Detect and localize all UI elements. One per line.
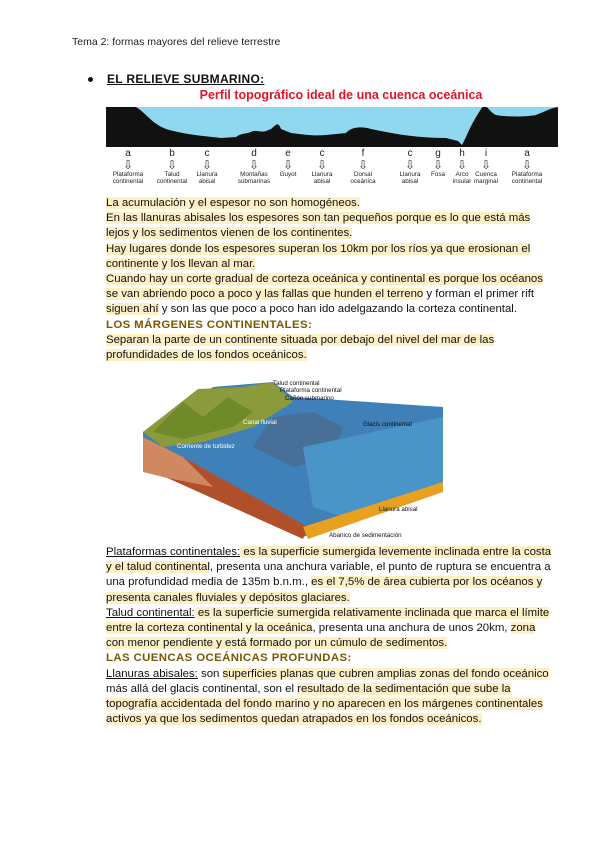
label-glacis-continental: Glacis continental	[363, 421, 412, 428]
profile-label-name: abisal	[313, 178, 331, 185]
ocean-basin-profile-figure	[106, 88, 566, 195]
profile-diagram	[106, 105, 558, 149]
profile-label-name: Talud	[164, 171, 180, 178]
profile-label	[311, 149, 332, 185]
subsection-heading	[106, 651, 554, 666]
down-arrow-icon: ⇩	[357, 158, 369, 172]
paragraph	[106, 333, 554, 363]
highlighted-text: es la superficie sumergida levemente inclinada entre la costa y el talud continental	[106, 546, 552, 574]
text-span: , presenta una anchura de unos 20km,	[312, 622, 511, 635]
heading-text: LAS CUENCAS OCEÁNICAS PROFUNDAS:	[106, 652, 352, 665]
highlighted-text: En las llanuras abisales los espesores son tan pequeños porque es lo que está más lejos y los sedimentos vienen de los continentes.	[106, 212, 531, 240]
paragraph	[106, 196, 554, 211]
profile-label-name: Arco	[455, 171, 469, 178]
down-arrow-icon: ⇩	[248, 158, 260, 172]
label-talud-continental: Talud continental	[273, 380, 320, 387]
paragraph	[106, 211, 554, 241]
highlighted-text: Separan la parte de un continente situada por debajo del nivel del mar de las profundidades de los fondos oceánicos.	[106, 333, 495, 362]
profile-label-name: marginal	[473, 178, 499, 185]
down-arrow-icon: ⇩	[521, 158, 533, 172]
text-block-1	[106, 196, 554, 363]
text-span: y forman el primer rift	[423, 288, 535, 301]
profile-label-letter: d	[251, 148, 257, 159]
term-label: Plataformas continentales:	[106, 546, 241, 558]
paragraph	[106, 606, 554, 652]
subsection-heading	[106, 318, 554, 333]
profile-label-letter: c	[407, 148, 413, 159]
down-arrow-icon: ⇩	[166, 158, 178, 172]
profile-label	[431, 149, 445, 178]
profile-label	[474, 149, 498, 185]
label-llanura-abisal: Llanura abisal	[379, 506, 418, 513]
profile-title: Perfil topográfico ideal de una cuenca oceánica	[199, 88, 483, 102]
down-arrow-icon: ⇩	[201, 158, 213, 172]
profile-label-name: Plataforma	[112, 171, 144, 178]
profile-label-letter: f	[361, 148, 365, 159]
profile-label	[196, 149, 217, 185]
heading-text: LOS MÁRGENES CONTINENTALES:	[106, 318, 313, 331]
profile-label-name: continental	[511, 178, 543, 185]
highlighted-text: resultado de la sedimentación que sube la topografía accidentada del fondo marino y no aparecen en los márgenes continentales activos ya que los sedimentos quedan atrapados en los fondos oceánicos.	[106, 682, 543, 726]
down-arrow-icon: ⇩	[480, 158, 492, 172]
profile-label-name: Dorsal	[353, 171, 373, 178]
paragraph	[106, 272, 554, 318]
profile-label-name: Fosa	[431, 171, 445, 178]
highlighted-text: zona con menor pendiente y está formado por un cúmulo de sedimentos.	[106, 622, 536, 650]
highlighted-text: superficies planas que cubren amplias zonas del fondo oceánico	[222, 667, 549, 680]
term-label: Talud continental:	[106, 606, 195, 619]
bullet-icon	[88, 77, 93, 82]
profile-label	[512, 149, 542, 185]
profile-label	[399, 149, 420, 185]
profile-label-letter: c	[204, 148, 210, 159]
profile-label	[453, 149, 472, 185]
highlighted-text: La acumulación y el espesor no son homogéneos.	[106, 197, 360, 209]
profile-label-letter: c	[319, 148, 325, 159]
profile-label-name: continental	[156, 178, 188, 185]
profile-label-name: Plataforma	[511, 171, 543, 178]
profile-label-letter: b	[169, 148, 175, 159]
down-arrow-icon: ⇩	[432, 158, 444, 172]
text-span: más allá del glacis continental, son el	[106, 682, 298, 695]
label-corriente-turbidez: Corriente de turbidez	[177, 443, 235, 450]
text-span: y son las que poco a poco han ido adelgazando la corteza continental.	[158, 303, 518, 316]
paragraph	[106, 667, 554, 728]
profile-label-letter: e	[285, 148, 291, 159]
section-title: EL RELIEVE SUBMARINO:	[107, 72, 265, 86]
profile-label-letter: i	[484, 148, 488, 159]
label-canal-fluvial: Canal fluvial	[243, 419, 277, 426]
profile-label	[157, 149, 187, 185]
profile-label	[280, 149, 297, 178]
profile-label-name: Llanura	[399, 171, 421, 178]
section-heading	[88, 72, 264, 86]
text-span: son	[197, 667, 223, 680]
profile-label	[113, 149, 143, 185]
down-arrow-icon: ⇩	[282, 158, 294, 172]
paragraph	[106, 242, 554, 272]
highlighted-text: Cuando hay un corte gradual de corteza oceánica y continental es porque los océanos se van abriendo poco a poco y las fallas que hunden el terreno	[106, 273, 543, 301]
profile-label-name: Montañas	[240, 171, 268, 178]
profile-label	[350, 149, 375, 185]
profile-label-name: abisal	[198, 178, 216, 185]
down-arrow-icon: ⇩	[122, 158, 134, 172]
down-arrow-icon: ⇩	[316, 158, 328, 172]
profile-label-name: oceánica	[350, 178, 376, 185]
down-arrow-icon: ⇩	[404, 158, 416, 172]
profile-label-name: abisal	[401, 178, 419, 185]
profile-label-name: continental	[112, 178, 144, 185]
profile-label-letter: h	[459, 148, 465, 159]
profile-label-name: insular	[452, 178, 472, 185]
down-arrow-icon: ⇩	[456, 158, 468, 172]
term-label: Llanuras abisales:	[106, 667, 198, 680]
highlighted-text: es el 7,5% de área cubierta por los océanos y presenta canales fluviales y depósitos glaciares.	[106, 576, 543, 604]
profile-labels	[106, 149, 566, 195]
profile-label-name: Llanura	[311, 171, 333, 178]
profile-label-name: Cuenca	[475, 171, 497, 178]
highlighted-text: es la superficie sumergida relativamente inclinada que marca el límite entre la corteza continental y la oceánica	[106, 606, 550, 635]
label-plataforma-continental: Plataforma continental	[280, 387, 342, 394]
text-span: , presenta una anchura variable, el punto de ruptura se encuentra a una profundidad media de 135m b.n.m.,	[106, 561, 551, 589]
text-block-2	[106, 545, 554, 727]
label-canon-submarino: Cañón submarino	[285, 395, 334, 402]
profile-label-name: Guyot	[279, 171, 297, 178]
profile-label-letter: a	[125, 148, 131, 159]
paragraph	[106, 545, 554, 606]
label-abanico-sedimentacion: Abanico de sedimentación	[329, 532, 402, 539]
page-header: Tema 2: formas mayores del relieve terrestre	[72, 36, 281, 48]
profile-label-letter: a	[524, 148, 530, 159]
profile-label-name: submarinas	[237, 178, 271, 185]
highlighted-text: Hay lugares donde los espesores superan los 10km por los ríos ya que erosionan el continente y los llevan al mar.	[106, 242, 531, 270]
profile-label-letter: g	[435, 148, 441, 159]
continental-margin-figure	[143, 377, 443, 542]
highlighted-text: siguen ahí	[106, 303, 159, 316]
profile-label-name: Llanura	[196, 171, 218, 178]
profile-label	[238, 149, 271, 185]
